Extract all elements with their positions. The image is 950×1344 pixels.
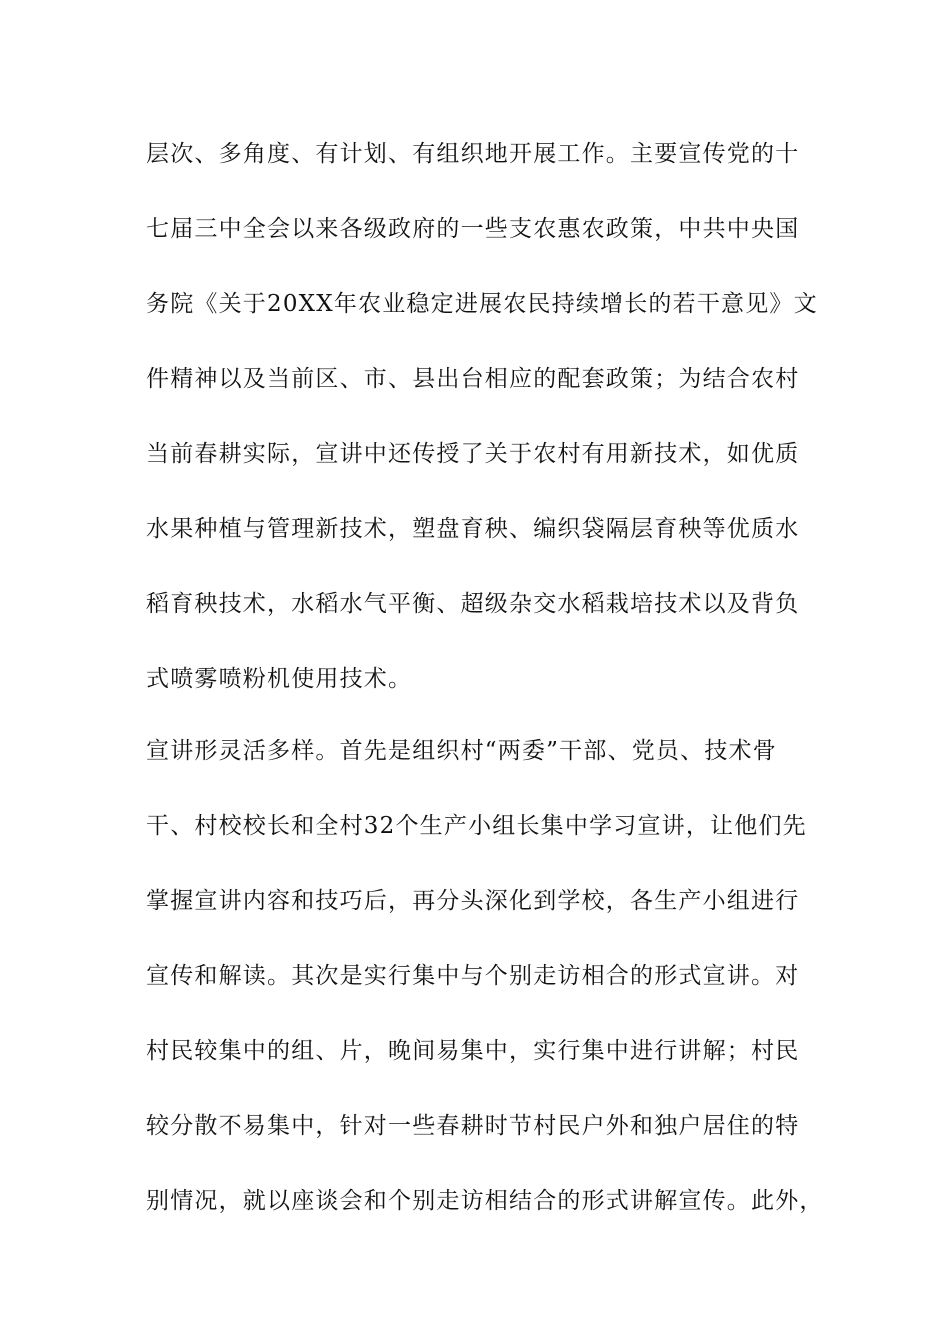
text-line: 干、村校校长和全村32个生产小组长集中学习宣讲，让他们先 [146,813,807,839]
text-line: 掌握宣讲内容和技巧后，再分头深化到学校，各生产小组进行 [146,888,800,914]
text-line: 层次、多角度、有计划、有组织地开展工作。主要宣传党的十 [146,141,800,167]
text-line: 别情况，就以座谈会和个别走访相结合的形式讲解宣传。此外， [146,1188,824,1214]
text-line: 较分散不易集中，针对一些春耕时节村民户外和独户居住的特 [146,1113,800,1139]
text-line: 宣讲形灵活多样。首先是组织村“两委”干部、党员、技术骨 [146,738,777,764]
text-line: 水果种植与管理新技术，塑盘育秧、编织袋隔层育秧等优质水 [146,516,800,542]
text-line: 稻育秧技术，水稻水气平衡、超级杂交水稻栽培技术以及背负 [146,591,800,617]
text-line: 七届三中全会以来各级政府的一些支农惠农政策，中共中央国 [146,216,800,242]
text-line: 宣传和解读。其次是实行集中与个别走访相合的形式宣讲。对 [146,963,800,989]
text-line: 式喷雾喷粉机使用技术。 [146,666,413,692]
text-line: 务院《关于20XX年农业稳定进展农民持续增长的若干意见》文 [146,291,818,317]
text-line: 村民较集中的组、片，晚间易集中，实行集中进行讲解；村民 [146,1038,800,1064]
text-line: 当前春耕实际，宣讲中还传授了关于农村有用新技术，如优质 [146,441,800,467]
text-line: 件精神以及当前区、市、县出台相应的配套政策；为结合农村 [146,366,800,392]
